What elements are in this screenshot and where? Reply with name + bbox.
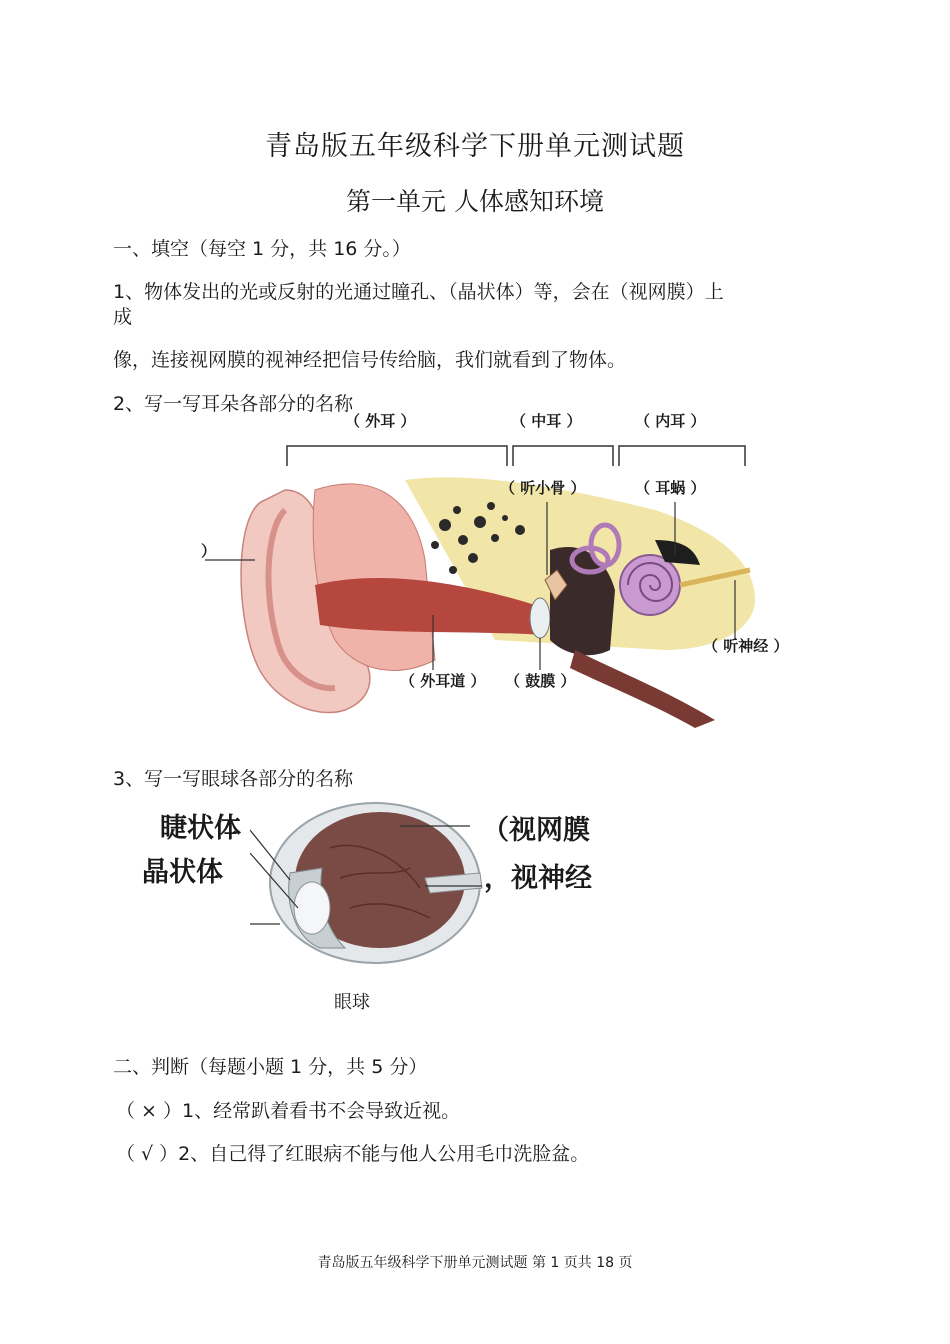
ear-label-eardrum: （ 鼓膜 ） xyxy=(505,672,576,690)
page-footer: 青岛版五年级科学下册单元测试题 第 1 页共 18 页 xyxy=(317,1255,633,1271)
section2-heading: 二、判断（每题小题 1 分，共 5 分） xyxy=(113,1056,428,1078)
ear-label-ossicles: （ 听小骨 ） xyxy=(500,479,586,497)
question-1-line1b: 成 xyxy=(113,306,133,328)
ear-label-cochlea: （ 耳蜗 ） xyxy=(635,479,706,497)
eye-label-retina: （视网膜 xyxy=(482,815,590,846)
page-title: 青岛版五年级科学下册单元测试题 xyxy=(265,131,685,162)
question-1-line2: 像，连接视网膜的视神经把信号传给脑，我们就看到了物体。 xyxy=(113,349,627,371)
question-1-line1: 1、物体发出的光或反射的光通过瞳孔、（晶状体）等，会在（视网膜）上 xyxy=(113,281,724,303)
question-3: 3、写一写眼球各部分的名称 xyxy=(113,768,354,790)
eye-caption: 眼球 xyxy=(334,992,370,1013)
ear-label-middle-ear: （ 中耳 ） xyxy=(511,412,582,430)
eye-diagram xyxy=(250,798,490,968)
unit-title: 第一单元 人体感知环境 xyxy=(346,187,604,216)
section1-heading: 一、填空（每空 1 分，共 16 分。） xyxy=(113,238,411,260)
ear-label-auditory-nerve: （ 听神经 ） xyxy=(703,637,789,655)
judgement-item-1: （ × ）1、经常趴着看书不会导致近视。 xyxy=(116,1100,461,1122)
judgement-item-2: （ √ ）2、自己得了红眼病不能与他人公用毛巾洗脸盆。 xyxy=(116,1143,590,1165)
ear-label-auricle: ） xyxy=(201,542,217,560)
eye-label-ciliary-body: 睫状体 xyxy=(160,813,241,844)
eyeball-illustration xyxy=(250,798,490,968)
eye-label-lens: 晶状体 xyxy=(142,857,223,888)
ear-diagram xyxy=(195,410,795,730)
question-2: 2、写一写耳朵各部分的名称 xyxy=(113,393,354,415)
ear-label-outer-ear: （ 外耳 ） xyxy=(345,412,416,430)
ear-label-ear-canal: （ 外耳道 ） xyxy=(400,672,486,690)
eye-label-optic-nerve: ，视神经 xyxy=(484,863,592,894)
ear-label-inner-ear: （ 内耳 ） xyxy=(635,412,706,430)
ear-illustration xyxy=(195,410,795,730)
